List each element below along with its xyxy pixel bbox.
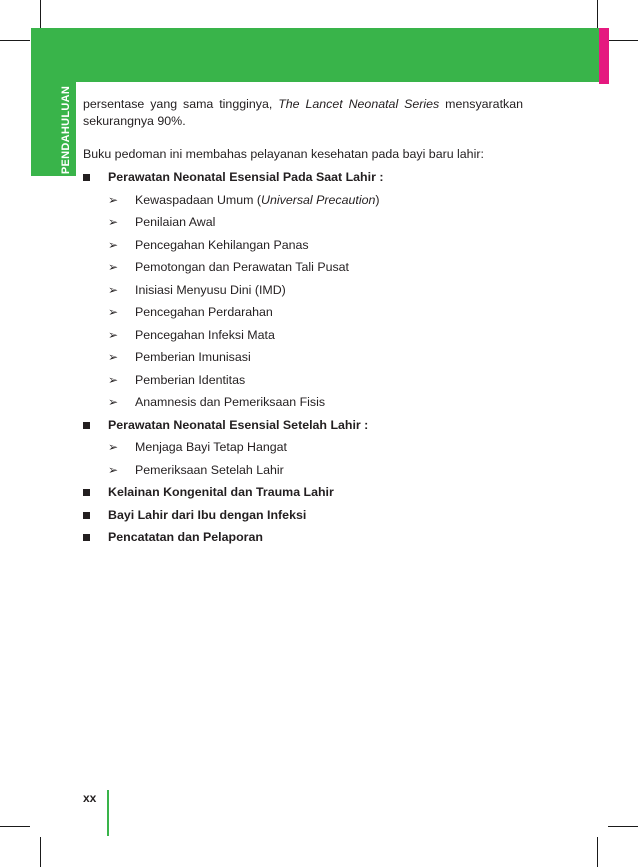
crop-mark	[608, 40, 638, 41]
sub-list	[108, 192, 523, 412]
section-title: Bayi Lahir dari Ibu dengan Infeksi	[108, 507, 307, 522]
sub-list-item	[108, 259, 523, 276]
arrow-bullet-icon: ➢	[108, 327, 119, 342]
crop-mark	[597, 837, 598, 867]
square-bullet-icon	[83, 489, 90, 496]
intro-text: persentase yang sama tingginya,	[83, 97, 279, 111]
arrow-bullet-icon: ➢	[108, 395, 119, 409]
sub-item-text: Pemotongan dan Perawatan Tali Pusat	[135, 260, 349, 274]
sub-list-item	[108, 192, 523, 209]
sub-item-text: Pemberian Imunisasi	[135, 350, 251, 364]
section-title: Kelainan Kongenital dan Trauma Lahir	[108, 485, 334, 499]
lead-paragraph: Buku pedoman ini membahas pelayanan kesehatan pada bayi baru lahir:	[83, 147, 484, 161]
sub-item-text: Penilaian Awal	[135, 215, 216, 229]
sub-item-text: Anamnesis dan Pemeriksaan Fisis	[135, 395, 326, 409]
section-item	[83, 417, 523, 479]
crop-mark	[0, 826, 30, 827]
sub-list-item	[108, 394, 523, 411]
section-item	[83, 507, 523, 524]
crop-mark	[40, 837, 41, 867]
intro-text-end: mensyaratkan sekurangnya 90%.	[83, 97, 523, 128]
arrow-bullet-icon: ➢	[108, 350, 119, 364]
sub-item-text: Inisiasi Menyusu Dini (IMD)	[135, 282, 286, 297]
intro-paragraph	[83, 96, 523, 130]
crop-mark	[0, 40, 30, 41]
arrow-bullet-icon: ➢	[108, 440, 119, 454]
green-header-band	[31, 28, 599, 82]
arrow-bullet-icon: ➢	[108, 237, 119, 252]
sub-list-item	[108, 214, 523, 231]
sub-item-suffix: )	[375, 192, 380, 207]
square-bullet-icon	[83, 174, 90, 181]
section-item	[83, 169, 523, 411]
sub-list-item	[108, 462, 523, 479]
section-side-label: PENDAHULUAN	[60, 85, 72, 175]
sub-item-text: Pencegahan Kehilangan Panas	[135, 237, 309, 252]
crop-mark	[608, 826, 638, 827]
arrow-bullet-icon: ➢	[108, 192, 119, 207]
crop-mark	[597, 0, 598, 30]
service-list	[83, 169, 523, 546]
page-number: xx	[83, 791, 97, 805]
crop-mark	[40, 0, 41, 30]
section-item	[83, 484, 523, 501]
sub-list-item	[108, 237, 523, 254]
square-bullet-icon	[83, 512, 90, 519]
arrow-bullet-icon: ➢	[108, 372, 119, 387]
arrow-bullet-icon: ➢	[108, 282, 119, 297]
arrow-bullet-icon: ➢	[108, 462, 119, 477]
sub-list-item	[108, 304, 523, 321]
sub-item-text: Menjaga Bayi Tetap Hangat	[135, 440, 288, 454]
square-bullet-icon	[83, 534, 90, 541]
sub-list-item	[108, 349, 523, 366]
arrow-bullet-icon: ➢	[108, 215, 119, 229]
intro-italic-title: The Lancet Neonatal Series	[278, 97, 440, 111]
section-title: Perawatan Neonatal Esensial Setelah Lahir :	[108, 417, 369, 432]
sub-item-text: Pemberian Identitas	[135, 372, 246, 387]
page-number-rule	[107, 790, 109, 836]
section-item	[83, 529, 523, 546]
arrow-bullet-icon: ➢	[108, 305, 119, 319]
sub-list-item	[108, 282, 523, 299]
page-content	[83, 96, 523, 552]
sub-item-text: Pencegahan Infeksi Mata	[135, 327, 275, 342]
sub-list-item	[108, 327, 523, 344]
arrow-bullet-icon: ➢	[108, 260, 119, 274]
sub-item-italic: Universal Precaution	[261, 192, 376, 207]
section-title: Perawatan Neonatal Esensial Pada Saat Lahir :	[108, 170, 384, 184]
section-title: Pencatatan dan Pelaporan	[108, 530, 263, 544]
sub-item-text: Kewaspadaan Umum (	[135, 192, 262, 207]
magenta-accent-bar	[599, 28, 609, 84]
sub-list-item	[108, 439, 523, 456]
sub-list-item	[108, 372, 523, 389]
sub-list	[108, 439, 523, 479]
square-bullet-icon	[83, 422, 90, 429]
sub-item-text: Pemeriksaan Setelah Lahir	[135, 462, 284, 477]
sub-item-text: Pencegahan Perdarahan	[135, 305, 273, 319]
